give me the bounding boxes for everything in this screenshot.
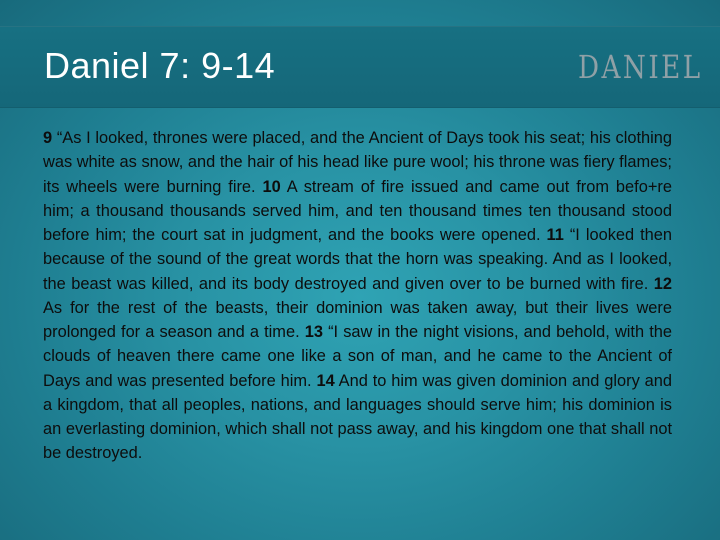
verse-text: A stream of fire issued and came out from befo+re him; a thousand thousands served him, and ten thousand times ten thousand stood before him; the court sat in judgment, and the books were opened.	[43, 177, 672, 244]
daniel-logo: DANIEL	[578, 48, 703, 86]
verse-text: “I saw in the night visions, and behold, with the clouds of heaven there came one like a son of man, and he came to the Ancient of Days and was presented before him.	[43, 323, 672, 390]
verse-number: 11	[546, 226, 564, 244]
verse-number: 12	[653, 274, 672, 293]
slide-title: Daniel 7: 9-14	[44, 45, 276, 86]
verse-number: 9	[43, 129, 53, 147]
verse-number: 14	[316, 371, 335, 390]
verse-text: And to him was given dominion and glory and a kingdom, that all peoples, nations, and languages should serve him; his dominion is an everlasting dominion, which shall not pass away, and his kingdom one that shall not be destroyed.	[43, 371, 672, 463]
verse-text: As for the rest of the beasts, their dominion was taken away, but their lives were prolonged for a season and a time.	[43, 298, 672, 341]
scripture-passage	[43, 126, 672, 466]
verse-number: 10	[262, 177, 281, 196]
verse-text: “I looked then because of the sound of the great words that the horn was speaking. And as I looked, the beast was killed, and its body destroyed and given over to be burned with fire.	[43, 226, 672, 293]
verse-text: “As I looked, thrones were placed, and the Ancient of Days took his seat; his clothing was white as snow, and the hair of his head like pure wool; his throne was fiery flames; its wheels were burning fire.	[43, 129, 672, 196]
verse-number: 13	[304, 323, 323, 341]
